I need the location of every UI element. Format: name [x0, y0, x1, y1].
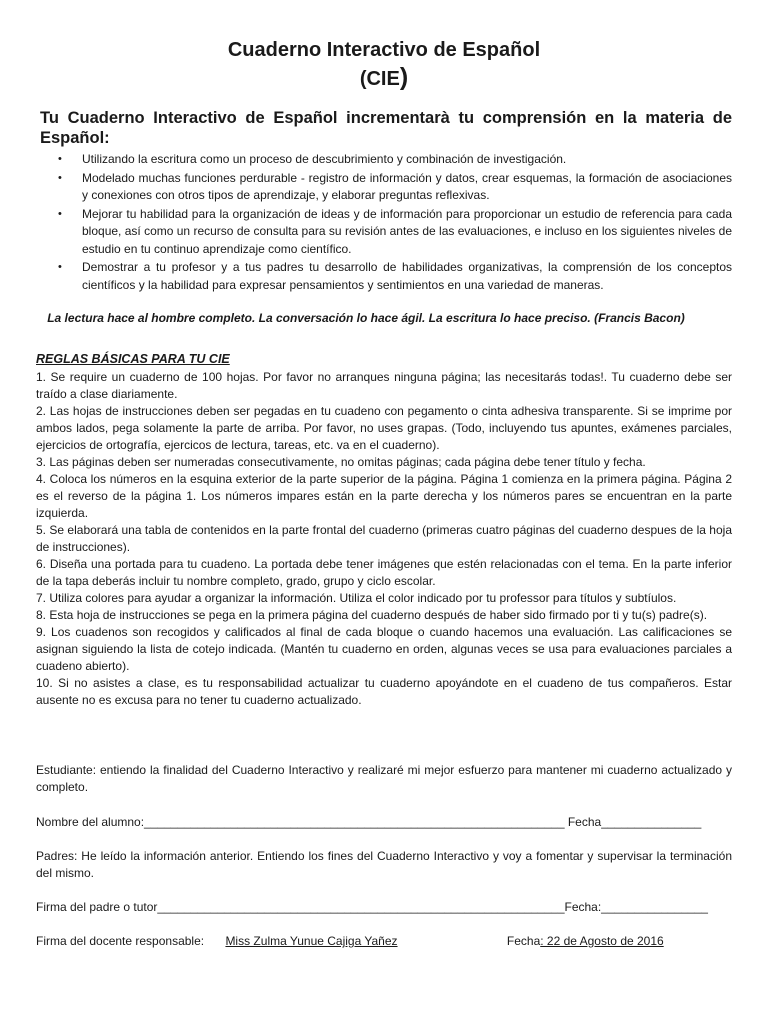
bullet-icon: • — [58, 171, 62, 184]
parent-signature-field[interactable]: Firma del padre o tutor_____________________________________________________________Fecha:________________ — [36, 900, 708, 914]
bullet-icon: • — [58, 207, 62, 220]
rules-heading: REGLAS BÁSICAS PARA TU CIE — [36, 352, 230, 366]
teacher-name: Miss Zulma Yunue Cajiga Yañez — [225, 934, 398, 948]
rule-item: 1. Se require un cuaderno de 100 hojas. Por favor no arranques ninguna página; las necesitarás todas!. Tu cuaderno debe ser traído a clase diariamente. — [36, 370, 732, 401]
subtitle-text: (CIE — [359, 68, 400, 90]
list-item — [40, 170, 732, 205]
document-title: Cuaderno Interactivo de Español — [227, 39, 541, 61]
rule-item: 5. Se elaborará una tabla de contenidos en la parte frontal del cuaderno (primeras cuatro páginas del cuaderno despues de la hoja de instrucciones). — [36, 523, 732, 554]
rules-list — [36, 369, 732, 709]
rule-item: 4. Coloca los números en la esquina exterior de la parte superior de la página. Página 1 comienza en la primera página. Página 2 es el reverso de la página 1. Los números impares están en la parte derecha y los números pares se encuentran en la parte izquierda. — [36, 472, 732, 520]
bullet-icon: • — [58, 153, 62, 165]
bullet-icon: • — [58, 261, 62, 273]
list-item-text: Mejorar tu habilidad para la organización de ideas y de información para proporcionar un estudio de referencia para cada bloque, así como un recurso de consulta para su revisión antes de las evaluaciones, e incluso en los siguientes niveles de estudio en tu continuo aprendizaje como científico. — [82, 206, 732, 256]
teacher-signature-row — [36, 934, 664, 948]
student-statement: Estudiante: entiendo la finalidad del Cuaderno Interactivo y realizaré mi mejor esfuerzo para mantener mi cuaderno actualizado y completo. — [36, 763, 732, 794]
parents-statement: Padres: He leído la información anterior. Entiendo los fines del Cuaderno Interactivo y voy a fomentar y supervisar la terminación del mismo. — [36, 849, 732, 880]
date-value: : 22 de Agosto de 2016 — [540, 934, 664, 948]
list-item — [40, 206, 732, 259]
headline: Tu Cuaderno Interactivo de Español incrementarà tu comprensión en la materia de Español: — [40, 109, 732, 147]
rule-item: 8. Esta hoja de instrucciones se pega en la primera página del cuaderno después de haber sido firmado por ti y tu(s) padre(s). — [36, 608, 708, 622]
bacon-quote: La lectura hace al hombre completo. La conversación lo hace ágil. La escritura lo hace preciso. (Francis Bacon) — [47, 311, 685, 325]
subtitle-paren: ) — [399, 63, 409, 91]
rule-item: 3. Las páginas deben ser numeradas consecutivamente, no omitas páginas; cada página debe tener título y fecha. — [36, 455, 646, 469]
list-item-text: Demostrar a tu profesor y a tus padres tu desarrollo de habilidades organizativas, la comprensión de los conceptos científicos y la habilidad para expresar pensamientos y sentimientos en una variedad de maneras. — [82, 260, 732, 292]
rule-item: 6. Diseña una portada para tu cuadeno. La portada debe tener imágenes que estén relacionadas con el tema. En la parte inferior de la tapa deberás incluir tu nombre completo, grado, grupo y ciclo escolar. — [36, 557, 732, 588]
list-item — [40, 259, 732, 294]
rule-item: 7. Utiliza colores para ayudar a organizar la información. Utiliza el color indicado por tu professor para títulos y subtíulos. — [36, 591, 677, 605]
rule-item: 9. Los cuadenos son recogidos y calificados al final de cada bloque o cuando hacemos una evaluación. Las calificaciones se asignan siguiendo la lista de cotejo indicada. (Mantén tu cuaderno en orden, algunas veces se usa para evaluaciones parciales a cuadeno abierto). — [36, 625, 732, 673]
benefits-list — [40, 151, 732, 295]
list-item-text: Modelado muchas funciones perdurable - registro de información y datos, crear esquemas, la formación de asociaciones y conexiones con otros tipos de aprendizaje, y elaborar preguntas reflexivas. — [82, 170, 732, 202]
list-item-text: Utilizando la escritura como un proceso de descubrimiento y combinación de investigación. — [82, 152, 567, 166]
teacher-label: Firma del docente responsable: — [36, 934, 205, 948]
list-item — [40, 151, 732, 169]
document-subtitle — [0, 63, 768, 93]
student-name-field[interactable]: Nombre del alumno:_______________________________________________________________ Fecha_______________ — [36, 815, 702, 829]
rule-item: 10. Si no asistes a clase, es tu responsabilidad actualizar tu cuaderno apoyándote en el cuadeno de tus compañeros. Estar ausente no es excusa para no tener tu cuaderno actualizado. — [36, 676, 732, 707]
date-label: Fecha — [506, 934, 541, 948]
rule-item: 2. Las hojas de instrucciones deben ser pegadas en tu cuadeno con pegamento o cinta adhesiva transparente. Si se imprime por ambos lados, pega solamente la parte de arriba. Por favor, no uses grapas. (Todo, incluyendo tus apuntes, exámenes parciales, ejercicios de ortografía, ejercicos de lectura, tareas, etc. va en el cuaderno). — [36, 404, 732, 452]
